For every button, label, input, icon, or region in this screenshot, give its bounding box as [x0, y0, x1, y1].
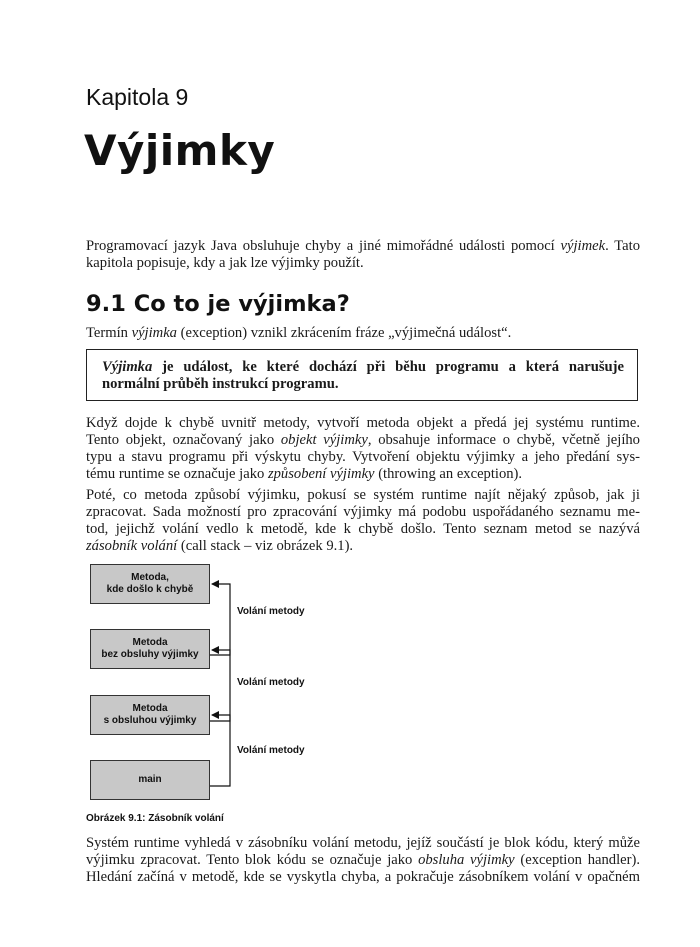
call-label-2: Volání metody	[237, 677, 305, 688]
paragraph-exception-handler: Systém runtime vyhledá v zásobníku volání metodu, jejíž součástí je blok kódu, který může výjimku zpracovat. Tento blok kódu se označuje jako obsluha výjimky (exception handler). Hledání začíná v metodě, kde se vyskytla chyba, a pokračuje zásobníkem volání v opačném	[86, 835, 640, 885]
call-label-1: Volání metody	[237, 606, 305, 617]
stack-box-method-no-handler: Metoda bez obsluhy výjimky	[90, 629, 210, 669]
stack-box-main: main	[90, 760, 210, 800]
call-arrow-2	[210, 650, 230, 721]
stack-box-method-with-handler: Metoda s obsluhou výjimky	[90, 695, 210, 735]
figure-caption: Obrázek 9.1: Zásobník volání	[86, 813, 224, 824]
definition-box: Výjimka je událost, ke které dochází při běhu programu a která narušuje normální průběh instrukcí programu.	[86, 349, 638, 401]
paragraph-exception-object: Když dojde k chybě uvnitř metody, vytvoří metoda objekt a předá jej systému runtime. Tento objekt, označovaný jako objekt výjimky, obsahuje informace o chybě, včetně jejího typu a stavu programu při výskytu chyby. Vytvoření objektu výjimky a jeho předání sys- tému runtime se označuje jako způsobení výjimky (throwing an exception).	[86, 415, 640, 482]
term-paragraph: Termín výjimka (exception) vznikl zkrácením fráze „výjimečná událost“.	[86, 325, 512, 341]
call-label-3: Volání metody	[237, 745, 305, 756]
stack-box-error-method: Metoda, kde došlo k chybě	[90, 564, 210, 604]
intro-paragraph: Programovací jazyk Java obsluhuje chyby a jiné mimořádné události pomocí výjimek. Tato kapitola popisuje, kdy a jak lze výjimky použít.	[86, 238, 640, 271]
chapter-title: Výjimky	[84, 126, 276, 175]
paragraph-call-stack: Poté, co metoda způsobí výjimku, pokusí se systém runtime najít nějaký způsob, jak ji zpracovat. Sada možností pro zpracování výjimky má podobu uspořádaného seznamu me- tod, jejichž volání vedlo k metodě, kde k chybě došlo. Tento seznam metod se nazývá zásobník volání (call stack – viz obrázek 9.1).	[86, 487, 640, 554]
definition-term: Výjimka	[102, 359, 153, 375]
section-title: 9.1 Co to je výjimka?	[86, 291, 350, 317]
chapter-label: Kapitola 9	[86, 84, 189, 110]
call-arrow-1	[210, 584, 230, 655]
call-arrow-3	[210, 715, 230, 786]
